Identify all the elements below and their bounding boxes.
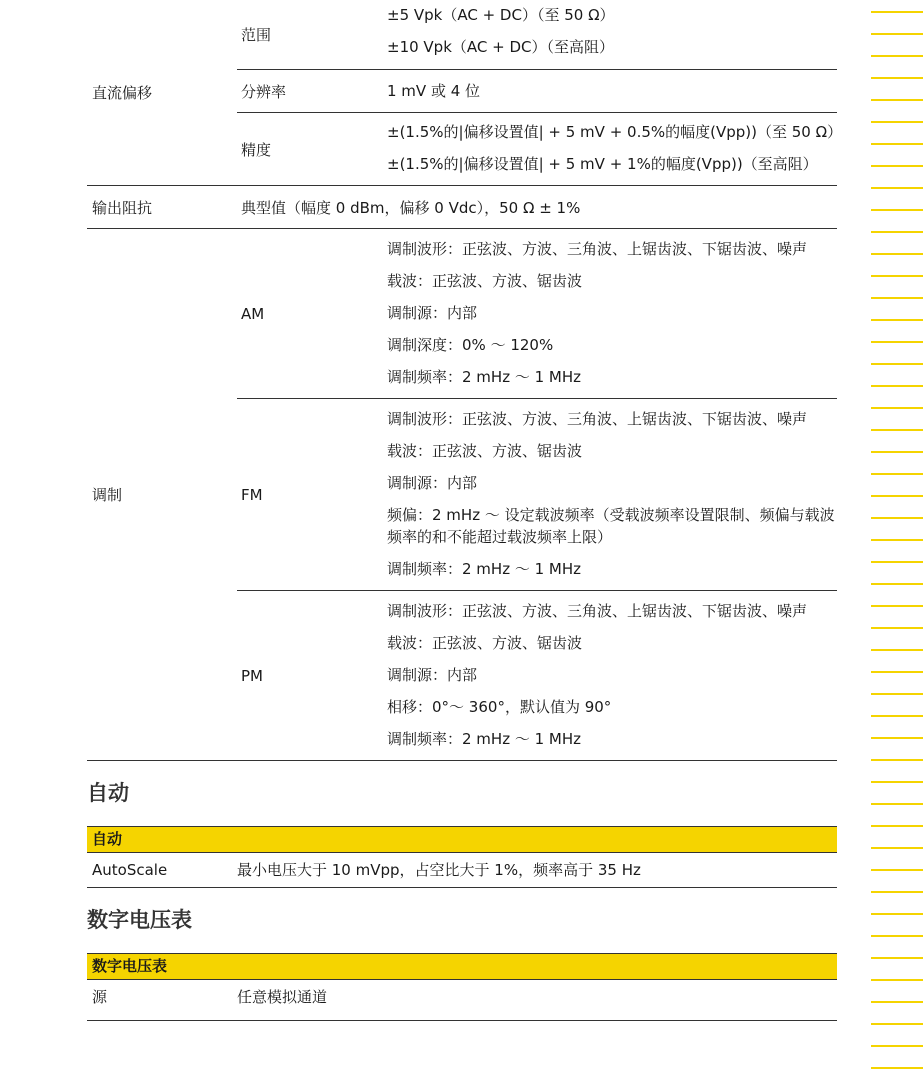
dvm-source-value: 任意模拟通道 [237,988,328,1006]
fm-line-1: 调制波形：正弦波、方波、三角波、上锯齿波、下锯齿波、噪声 [387,410,808,428]
am-line-2: 载波：正弦波、方波、锯齿波 [387,272,583,290]
accuracy-line-2: ±(1.5%的|偏移设置值| + 5 mV + 1%的幅度(Vpp))（至高阻） [387,155,818,173]
pm-line-2: 载波：正弦波、方波、锯齿波 [387,634,583,652]
range-label: 范围 [237,0,387,70]
auto-section-title: 自动 [87,781,129,805]
dvm-section-title: 数字电压表 [87,908,192,932]
dc-offset-label: 直流偏移 [87,0,237,186]
auto-table-header: 自动 [87,826,837,853]
accuracy-values [387,113,843,186]
resolution-line-1: 1 mV 或 4 位 [387,82,481,100]
am-label: AM [237,229,387,399]
pm-line-3: 调制源：内部 [387,666,478,684]
dvm-source-label: 源 [92,988,108,1006]
spec-table [87,0,843,761]
am-values [387,229,837,399]
am-line-3: 调制源：内部 [387,304,478,322]
fm-line-2: 载波：正弦波、方波、锯齿波 [387,442,583,460]
modulation-label: 调制 [87,229,237,761]
pm-label: PM [237,591,387,761]
autoscale-label: AutoScale [92,861,168,879]
dvm-source-row [87,980,837,1021]
pm-values [387,591,837,761]
fm-line-4: 频偏：2 mHz ～ 设定载波频率（受载波频率设置限制、频偏与载波频率的和不能超过载波频率上限） [387,506,835,546]
fm-label: FM [237,399,387,591]
resolution-label: 分辨率 [237,70,387,113]
am-line-5: 调制频率：2 mHz ～ 1 MHz [387,368,582,386]
pm-line-1: 调制波形：正弦波、方波、三角波、上锯齿波、下锯齿波、噪声 [387,602,808,620]
output-impedance-value: 典型值（幅度 0 dBm，偏移 0 Vdc），50 Ω ± 1% [237,186,837,229]
spec-content [87,0,843,1021]
resolution-values [387,70,837,113]
decorative-stripes [871,0,923,1081]
fm-values [387,399,837,591]
am-line-4: 调制深度：0% ～ 120% [387,336,554,354]
fm-line-3: 调制源：内部 [387,474,478,492]
range-line-1: ±5 Vpk（AC + DC）（至 50 Ω） [387,6,615,24]
pm-line-4: 相移：0°～ 360°，默认值为 90° [387,698,612,716]
fm-line-5: 调制频率：2 mHz ～ 1 MHz [387,560,582,578]
output-impedance-label: 输出阻抗 [87,186,237,229]
am-line-1: 调制波形：正弦波、方波、三角波、上锯齿波、下锯齿波、噪声 [387,240,808,258]
accuracy-line-1: ±(1.5%的|偏移设置值| + 5 mV + 0.5%的幅度(Vpp))（至 50 Ω） [387,123,843,141]
autoscale-row [87,853,837,888]
pm-line-5: 调制频率：2 mHz ～ 1 MHz [387,730,582,748]
accuracy-label: 精度 [237,113,387,186]
dvm-table-header: 数字电压表 [87,953,837,980]
range-line-2: ±10 Vpk（AC + DC）（至高阻） [387,38,614,56]
autoscale-value: 最小电压大于 10 mVpp，占空比大于 1%，频率高于 35 Hz [237,861,641,879]
range-values [387,0,837,70]
